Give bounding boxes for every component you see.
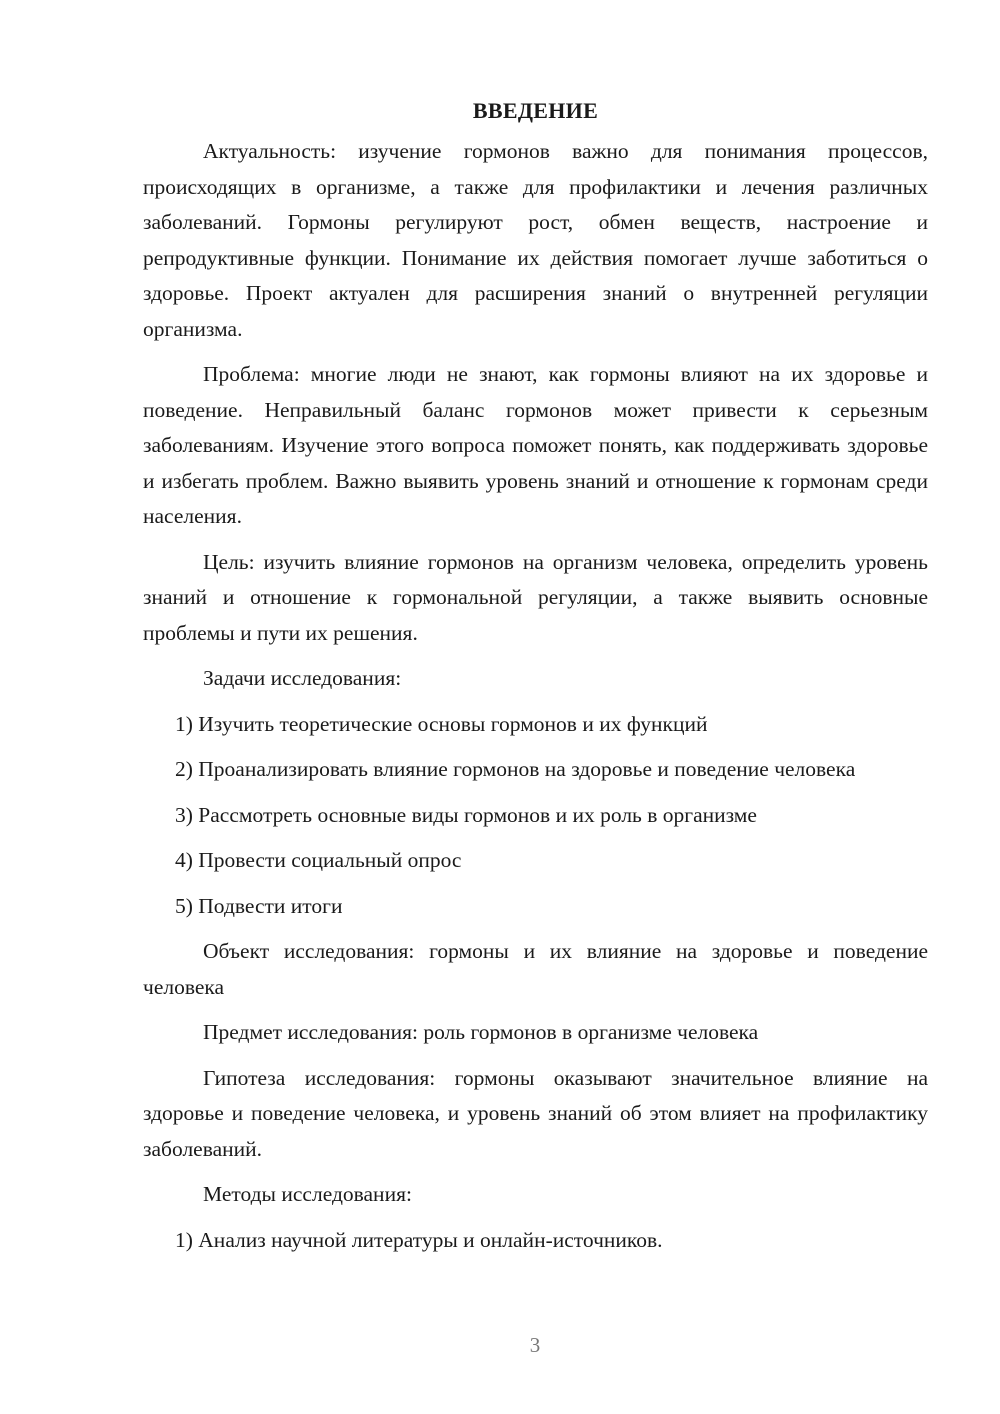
method-item-1: 1) Анализ научной литературы и онлайн-источников. [175,1227,663,1252]
task-item-5: 5) Подвести итоги [175,893,343,918]
task-item-2: 2) Проанализировать влияние гормонов на здоровье и поведение человека [175,757,856,781]
object-paragraph: Объект исследования: гормоны и их влияние на здоровье и поведение человека [143,939,928,999]
problem-paragraph: Проблема: многие люди не знают, как гормоны влияют на их здоровье и поведение. Неправильный баланс гормонов может привести к серьезным заболеваниям. Изучение этого вопроса поможет понять, как поддерживать здоровье и избегать проблем. Важно выявить уровень знаний и отношение к гормонам среди населения. [143,362,928,528]
hypothesis-paragraph: Гипотеза исследования: гормоны оказывают значительное влияние на здоровье и поведение человека, и уровень знаний об этом влияет на профилактику заболеваний. [143,1065,928,1161]
subject-paragraph: Предмет исследования: роль гормонов в организме человека [203,1020,759,1044]
tasks-heading: Задачи исследования: [203,666,402,690]
relevance-paragraph: Актуальность: изучение гормонов важно для понимания процессов, происходящих в организме, а также для профилактики и лечения различных заболеваний. Гормоны регулируют рост, обмен веществ, настроение и репродуктивные функции. Понимание их действия помогает лучше заботиться о здоровье. Проект актуален для расширения знаний о внутренней регуляции организма. [143,139,928,341]
page-content [143,96,928,1258]
task-item-4: 4) Провести социальный опрос [175,848,462,872]
goal-paragraph: Цель: изучить влияние гормонов на организм человека, определить уровень знаний и отношение к гормональной регуляции, а также выявить основные проблемы и пути их решения. [143,549,928,645]
task-item-1: 1) Изучить теоретические основы гормонов и их функций [175,711,708,736]
page-number: 3 [529,1333,541,1357]
task-item-3: 3) Рассмотреть основные виды гормонов и их роль в организме [175,802,757,827]
section-title: ВВЕДЕНИЕ [472,98,599,123]
methods-heading: Методы исследования: [203,1182,412,1206]
